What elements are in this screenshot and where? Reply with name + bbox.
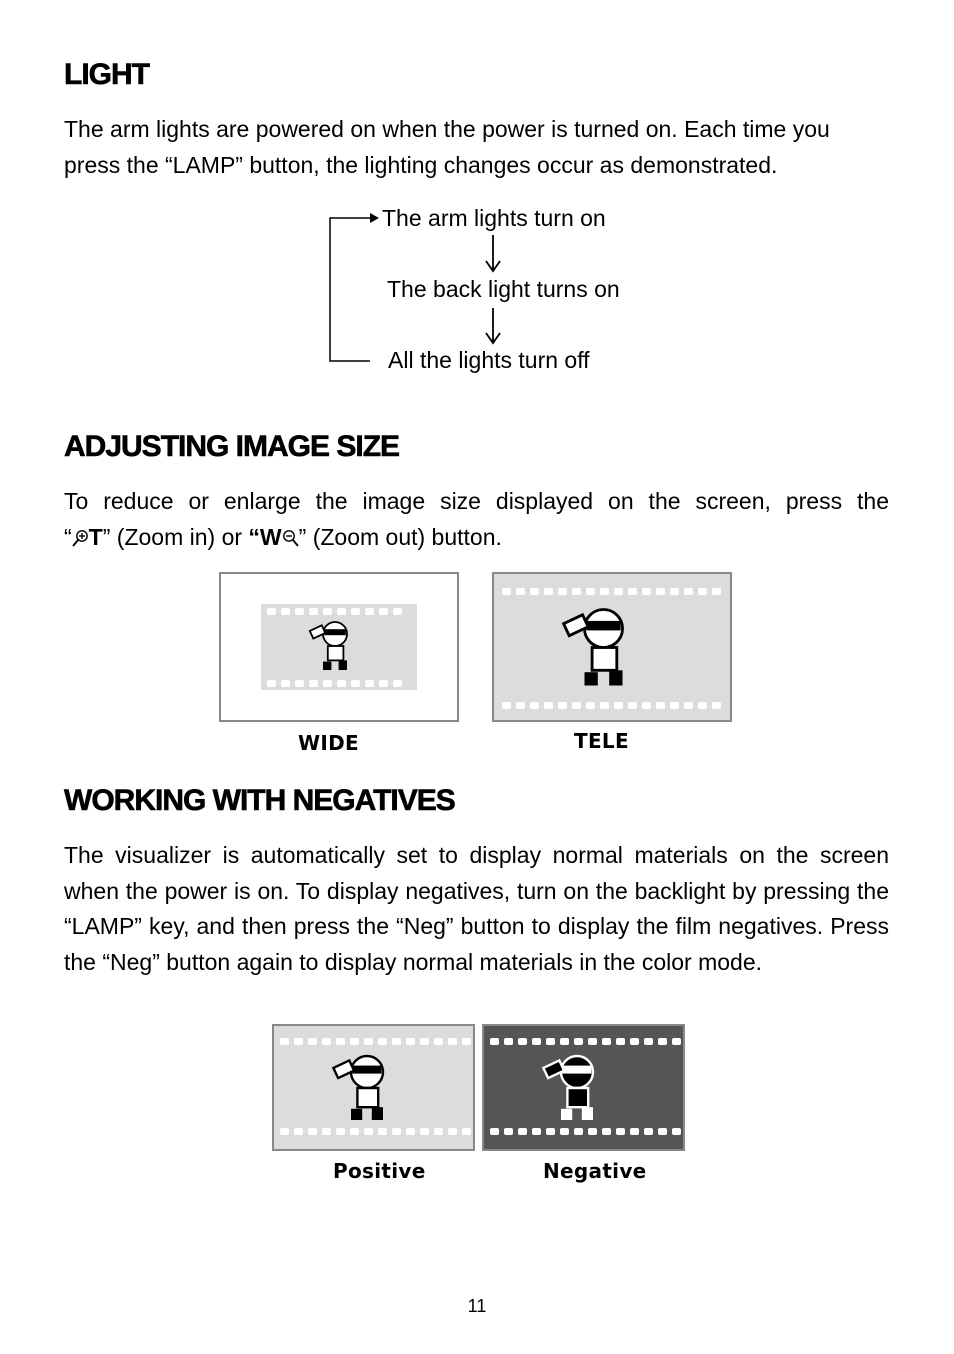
- negative-illustration: [482, 1024, 685, 1151]
- film-sprocket-hole: [323, 680, 332, 687]
- film-sprocket-hole: [630, 1038, 639, 1045]
- film-sprocket-hole: [698, 588, 707, 595]
- light-description: The arm lights are powered on when the power is turned on. Each time you press the “LAMP” button, the lighting changes occur as demonstrated.: [64, 116, 830, 178]
- film-sprocket-hole: [350, 1128, 359, 1135]
- zoom-out-key: “W: [248, 523, 282, 550]
- film-sprocket-hole: [364, 1128, 373, 1135]
- film-sprocket-hole: [602, 1128, 611, 1135]
- film-sprocket-hole: [628, 588, 637, 595]
- film-sprocket-hole: [574, 1038, 583, 1045]
- film-sprocket-hole: [532, 1128, 541, 1135]
- film-sprocket-hole: [294, 1038, 303, 1045]
- film-sprocket-hole: [698, 702, 707, 709]
- film-sprocket-hole: [544, 588, 553, 595]
- image-size-line-1: To reduce or enlarge the image size displayed on the screen, press the: [64, 488, 889, 514]
- film-sprocket-hole: [628, 702, 637, 709]
- film-sprocket-hole: [336, 1128, 345, 1135]
- film-sprocket-hole: [558, 588, 567, 595]
- flow-step-back-light: The back light turns on: [387, 276, 620, 302]
- film-sprocket-hole: [267, 680, 276, 687]
- film-sprocket-hole: [406, 1038, 415, 1045]
- film-sprocket-hole: [379, 608, 388, 615]
- film-sprocket-hole: [350, 1038, 359, 1045]
- film-sprocket-hole: [406, 1128, 415, 1135]
- film-sprocket-hole: [574, 1128, 583, 1135]
- page-number: 11: [467, 1296, 487, 1316]
- film-sprocket-hole: [518, 1038, 527, 1045]
- film-sprocket-hole: [392, 1038, 401, 1045]
- film-sprocket-hole: [502, 702, 511, 709]
- film-sprocket-hole: [600, 588, 609, 595]
- film-sprocket-hole: [462, 1038, 471, 1045]
- film-sprocket-hole: [351, 608, 360, 615]
- caption-tele: TELE: [574, 729, 629, 753]
- film-sprocket-hole: [490, 1128, 499, 1135]
- film-sprocket-hole: [588, 1128, 597, 1135]
- film-sprocket-hole: [392, 1128, 401, 1135]
- tele-illustration: [492, 572, 732, 722]
- film-sprocket-hole: [504, 1038, 513, 1045]
- film-sprocket-hole: [323, 608, 332, 615]
- film-sprocket-hole: [516, 702, 525, 709]
- film-sprocket-hole: [337, 680, 346, 687]
- film-sprocket-hole: [420, 1038, 429, 1045]
- film-sprocket-hole: [712, 588, 721, 595]
- film-sprocket-hole: [630, 1128, 639, 1135]
- caption-positive: Positive: [333, 1159, 426, 1183]
- film-sprocket-hole: [337, 608, 346, 615]
- film-sprocket-hole: [644, 1038, 653, 1045]
- film-sprocket-hole: [670, 588, 679, 595]
- film-sprocket-hole: [616, 1038, 625, 1045]
- caption-wide: WIDE: [298, 731, 359, 755]
- film-sprocket-hole: [530, 702, 539, 709]
- cycle-return-line: [330, 218, 370, 361]
- heading-working-with-negatives: WORKING WITH NEGATIVES: [64, 784, 455, 817]
- film-sprocket-hole: [280, 1128, 289, 1135]
- film-sprocket-hole: [658, 1128, 667, 1135]
- film-sprocket-hole: [393, 608, 402, 615]
- zoom-in-text: ” (Zoom in) or: [102, 523, 249, 550]
- film-sprocket-hole: [365, 680, 374, 687]
- film-sprocket-hole: [642, 702, 651, 709]
- film-sprocket-hole: [532, 1038, 541, 1045]
- film-sprocket-hole: [502, 588, 511, 595]
- heading-adjusting-image-size: ADJUSTING IMAGE SIZE: [64, 430, 400, 463]
- film-sprocket-hole: [504, 1128, 513, 1135]
- film-sprocket-hole: [614, 702, 623, 709]
- film-sprocket-hole: [267, 608, 276, 615]
- film-sprocket-hole: [670, 702, 679, 709]
- film-sprocket-hole: [684, 702, 693, 709]
- film-sprocket-hole: [322, 1038, 331, 1045]
- film-sprocket-hole: [294, 1128, 303, 1135]
- film-sprocket-hole: [586, 588, 595, 595]
- film-sprocket-hole: [308, 1038, 317, 1045]
- film-sprocket-hole: [434, 1128, 443, 1135]
- film-sprocket-hole: [656, 588, 665, 595]
- film-sprocket-hole: [322, 1128, 331, 1135]
- magnifier-minus-icon: [282, 522, 299, 558]
- film-sprocket-hole: [672, 1128, 681, 1135]
- arrow-down-icon: [486, 308, 500, 343]
- film-sprocket-hole: [658, 1038, 667, 1045]
- arrow-down-icon: [486, 235, 500, 271]
- film-sprocket-hole: [572, 702, 581, 709]
- flow-step-arm-lights: The arm lights turn on: [382, 205, 606, 231]
- film-sprocket-hole: [280, 1038, 289, 1045]
- cycle-arrow-head: [370, 213, 379, 223]
- zoom-in-key: T: [88, 523, 103, 550]
- film-sprocket-hole: [684, 588, 693, 595]
- film-sprocket-hole: [365, 608, 374, 615]
- film-sprocket-hole: [656, 702, 665, 709]
- film-sprocket-hole: [586, 702, 595, 709]
- positive-illustration: [272, 1024, 475, 1151]
- film-sprocket-hole: [642, 588, 651, 595]
- film-sprocket-hole: [378, 1128, 387, 1135]
- film-sprocket-hole: [295, 608, 304, 615]
- film-sprocket-hole: [546, 1128, 555, 1135]
- film-sprocket-hole: [560, 1038, 569, 1045]
- film-sprocket-hole: [434, 1038, 443, 1045]
- film-sprocket-hole: [544, 702, 553, 709]
- open-quote: “: [64, 523, 72, 550]
- film-sprocket-hole: [490, 1038, 499, 1045]
- film-sprocket-hole: [616, 1128, 625, 1135]
- film-sprocket-hole: [336, 1038, 345, 1045]
- magnifier-plus-icon: [72, 522, 89, 558]
- film-sprocket-hole: [309, 608, 318, 615]
- film-sprocket-hole: [309, 680, 318, 687]
- film-sprocket-hole: [420, 1128, 429, 1135]
- caption-negative: Negative: [543, 1159, 647, 1183]
- film-sprocket-hole: [281, 680, 290, 687]
- film-sprocket-hole: [462, 1128, 471, 1135]
- film-sprocket-hole: [672, 1038, 681, 1045]
- film-sprocket-hole: [546, 1038, 555, 1045]
- film-sprocket-hole: [516, 588, 525, 595]
- film-sprocket-hole: [602, 1038, 611, 1045]
- film-sprocket-hole: [378, 1038, 387, 1045]
- film-sprocket-hole: [644, 1128, 653, 1135]
- film-sprocket-hole: [572, 588, 581, 595]
- film-sprocket-hole: [295, 680, 304, 687]
- film-sprocket-hole: [530, 588, 539, 595]
- film-sprocket-hole: [600, 702, 609, 709]
- film-sprocket-hole: [351, 680, 360, 687]
- film-sprocket-hole: [712, 702, 721, 709]
- film-sprocket-hole: [308, 1128, 317, 1135]
- wide-illustration: [219, 572, 459, 722]
- film-sprocket-hole: [588, 1038, 597, 1045]
- film-sprocket-hole: [379, 680, 388, 687]
- film-sprocket-hole: [281, 608, 290, 615]
- film-sprocket-hole: [558, 702, 567, 709]
- zoom-out-text: ” (Zoom out) button.: [298, 523, 502, 550]
- image-size-line-2: [64, 520, 889, 558]
- film-sprocket-hole: [560, 1128, 569, 1135]
- flow-step-lights-off: All the lights turn off: [388, 347, 590, 373]
- film-sprocket-hole: [393, 680, 402, 687]
- film-sprocket-hole: [518, 1128, 527, 1135]
- image-size-description: [64, 484, 889, 557]
- heading-light: LIGHT: [64, 58, 149, 91]
- film-sprocket-hole: [448, 1038, 457, 1045]
- film-sprocket-hole: [448, 1128, 457, 1135]
- film-sprocket-hole: [364, 1038, 373, 1045]
- film-sprocket-hole: [614, 588, 623, 595]
- negatives-description: The visualizer is automatically set to display normal materials on the screen when the power is on. To display negatives, turn on the backlight by pressing the “LAMP” key, and then press the “Neg” button to display the film negatives. Press the “Neg” button again to display normal materials in the color mode.: [64, 842, 889, 975]
